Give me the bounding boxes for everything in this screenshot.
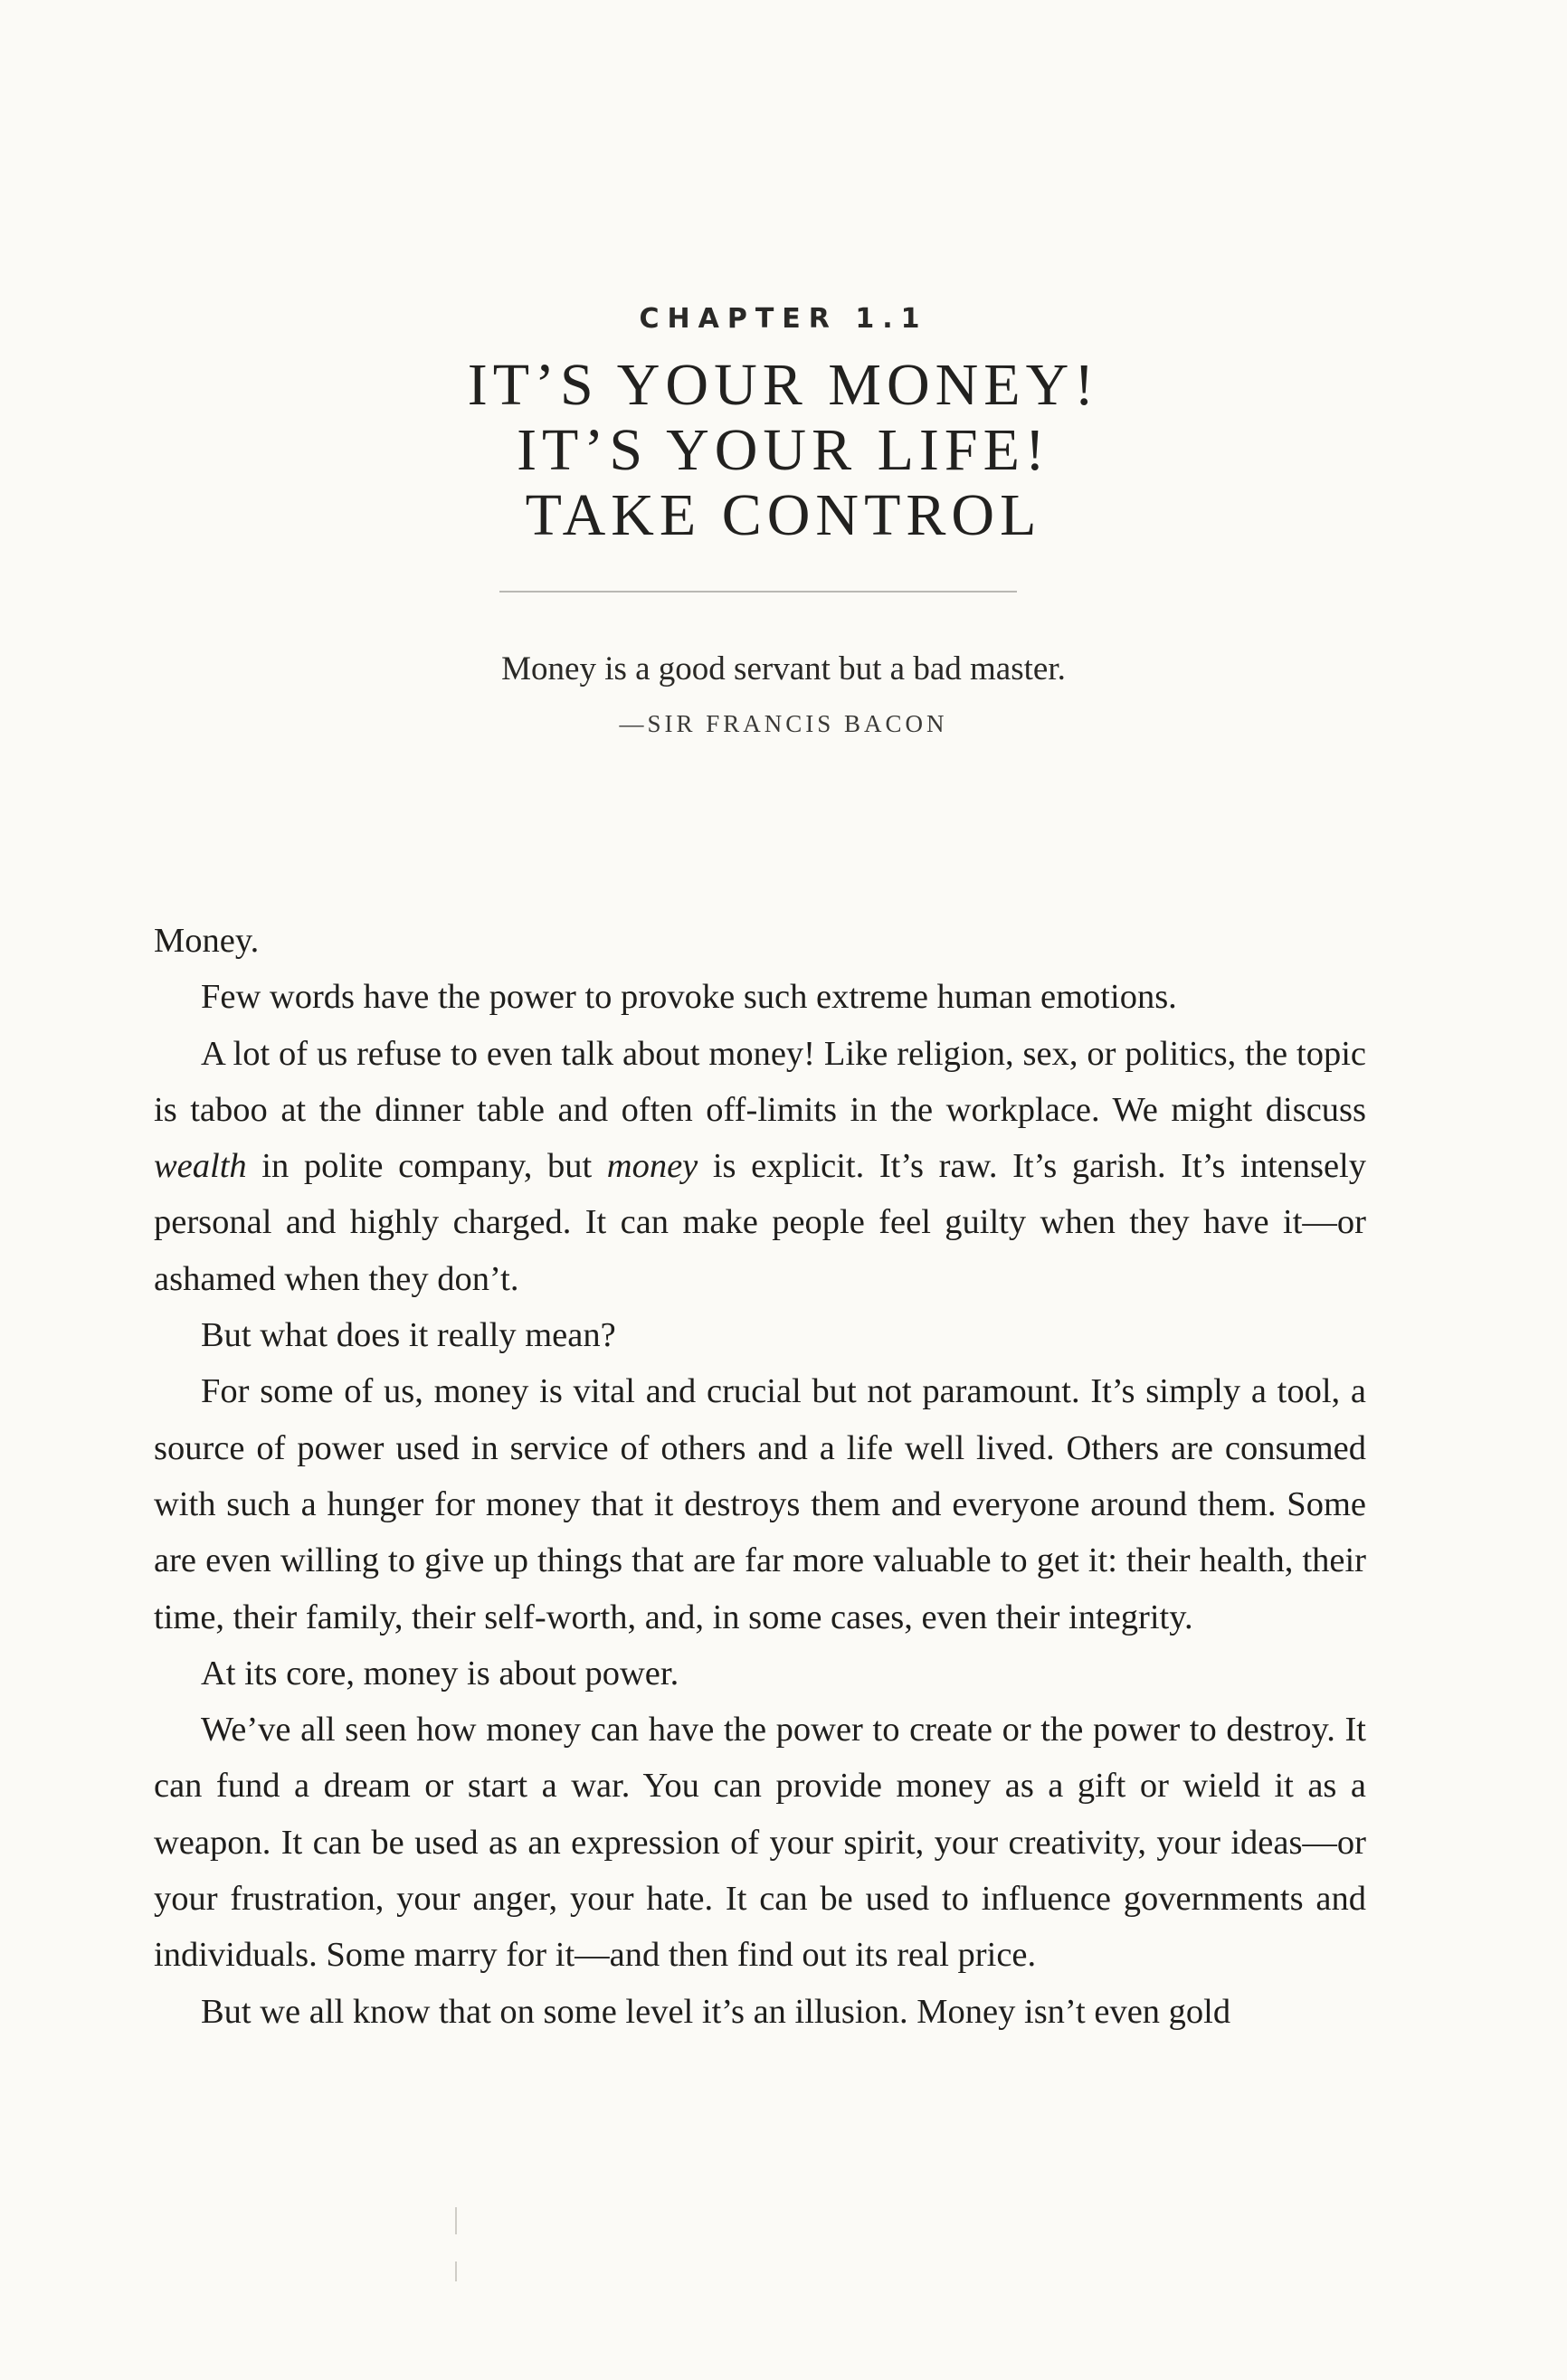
paragraph-4: But what does it really mean? xyxy=(201,1316,616,1355)
paragraph-7: We’ve all seen how money can have the power to create or the power to destroy. It can fund a dream or start a war. You can provide money as a gift or wield it as a weapon. It can be used as an expression of your spirit, your creativity, your ideas—or your frustration, your anger, your hate. It can be used to influence governments and individuals. Some marry for it—and then find out its real price. xyxy=(154,1711,1366,1975)
scan-mark xyxy=(455,2261,457,2281)
scan-mark xyxy=(455,2207,457,2234)
paragraph-2: Few words have the power to provoke such extreme human emotions. xyxy=(201,978,1177,1017)
chapter-title xyxy=(0,353,1567,548)
chapter-title-line-3: TAKE CONTROL xyxy=(525,482,1042,548)
emphasis-money: money xyxy=(606,1147,698,1186)
epigraph-quote: Money is a good servant but a bad master. xyxy=(501,650,1066,687)
paragraph-3 xyxy=(154,1026,1366,1307)
epigraph-attribution: —SIR FRANCIS BACON xyxy=(619,710,948,737)
chapter-label: CHAPTER 1.1 xyxy=(639,303,928,335)
body-text xyxy=(154,913,1366,2040)
emphasis-wealth: wealth xyxy=(154,1147,247,1186)
paragraph-3-part-b: in polite company, but xyxy=(246,1147,607,1186)
paragraph-3-part-a: A lot of us refuse to even talk about money! Like religion, sex, or politics, the topic is taboo at the dinner table and often off-limits in the workplace. We might discuss xyxy=(154,1034,1366,1129)
chapter-title-line-2: IT’S YOUR LIFE! xyxy=(517,417,1050,483)
paragraph-3-part-c: is explicit. It’s raw. It’s garish. It’s intensely personal and highly charged. It can make people feel guilty when they have it—or ashamed when they don’t. xyxy=(154,1147,1366,1298)
title-divider xyxy=(499,591,1017,593)
paragraph-8: But we all know that on some level it’s an illusion. Money isn’t even gold xyxy=(201,1992,1231,2031)
chapter-title-line-1: IT’S YOUR MONEY! xyxy=(467,352,1100,418)
paragraph-6: At its core, money is about power. xyxy=(201,1654,679,1693)
paragraph-1: Money. xyxy=(154,922,260,960)
paragraph-5: For some of us, money is vital and crucial but not paramount. It’s simply a tool, a source of power used in service of others and a life well lived. Others are consumed with such a hunger for money that it destroys them and everyone around them. Some are even willing to give up things that are far more valuable to get it: their health, their time, their family, their self-worth, and, in some cases, even their integrity. xyxy=(154,1372,1366,1636)
